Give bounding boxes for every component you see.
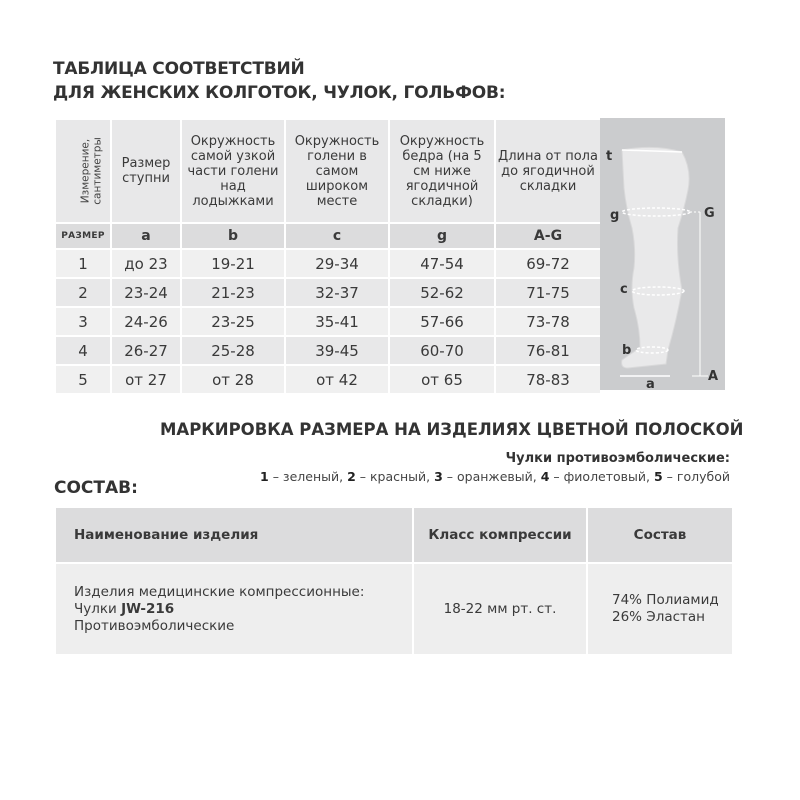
label-c: c [620, 282, 628, 297]
size-number: 3 [55, 307, 111, 336]
marking-title: МАРКИРОВКА РАЗМЕРА НА ИЗДЕЛИЯХ ЦВЕТНОЙ ПОЛОСКОЙ [160, 420, 744, 439]
header-material: Состав [587, 507, 733, 563]
table-cell: 78-83 [495, 365, 601, 394]
composition-header-row [55, 507, 733, 563]
table-cell: 73-78 [495, 307, 601, 336]
header-product-name: Наименование изделия [55, 507, 413, 563]
table-cell: 39-45 [285, 336, 389, 365]
table-cell: 71-75 [495, 278, 601, 307]
table-cell: 19-21 [181, 249, 285, 278]
table-cell: 32-37 [285, 278, 389, 307]
table-cell: от 65 [389, 365, 495, 394]
label-b: b [622, 343, 632, 358]
table-cell: 60-70 [389, 336, 495, 365]
table-cell: от 28 [181, 365, 285, 394]
header-ankle-girth: Окружность самой узкой части голени над лодыжками [181, 119, 285, 223]
label-A: A [708, 369, 719, 384]
size-label: РАЗМЕР [55, 223, 111, 249]
product-model: JW-216 [121, 600, 175, 617]
table-row [55, 307, 601, 336]
table-row [55, 249, 601, 278]
marking-color-list: 1 – зеленый, 2 – красный, 3 – оранжевый, 4 – фиолетовый, 5 – голубой [260, 469, 730, 484]
label-t: t [606, 149, 613, 164]
table-cell: 47-54 [389, 249, 495, 278]
label-g: g [610, 208, 620, 223]
leg-shape [622, 147, 690, 368]
code-g: g [389, 223, 495, 249]
table-cell: 21-23 [181, 278, 285, 307]
marking-subtitle: Чулки противоэмболические: [505, 451, 730, 466]
size-table [54, 118, 602, 395]
corner-label: Измерение, сантиметры [79, 136, 104, 205]
table-cell: 52-62 [389, 278, 495, 307]
table-cell: 26-27 [111, 336, 181, 365]
table-row [55, 336, 601, 365]
code-c: c [285, 223, 389, 249]
page-title-line1: ТАБЛИЦА СООТВЕТСТВИЙ [53, 59, 305, 79]
table-cell: до 23 [111, 249, 181, 278]
size-number: 2 [55, 278, 111, 307]
corner-label-cell [55, 119, 111, 223]
composition-row [55, 563, 733, 655]
leg-diagram [600, 118, 725, 390]
code-a: a [111, 223, 181, 249]
table-row [55, 365, 601, 394]
leg-illustration [600, 118, 725, 390]
label-a: a [646, 377, 655, 390]
table-cell: 35-41 [285, 307, 389, 336]
size-number: 4 [55, 336, 111, 365]
table-cell: 23-24 [111, 278, 181, 307]
table-cell: 24-26 [111, 307, 181, 336]
size-number: 1 [55, 249, 111, 278]
table-cell: 25-28 [181, 336, 285, 365]
header-compression-class: Класс компрессии [413, 507, 587, 563]
table-cell: 57-66 [389, 307, 495, 336]
code-ag: A-G [495, 223, 601, 249]
composition-title: СОСТАВ: [54, 478, 138, 498]
table-cell: 69-72 [495, 249, 601, 278]
material-cell: 74% Полиамид 26% Эластан [587, 563, 733, 655]
size-number: 5 [55, 365, 111, 394]
table-cell: 23-25 [181, 307, 285, 336]
table-cell: 76-81 [495, 336, 601, 365]
page-title-line2: ДЛЯ ЖЕНСКИХ КОЛГОТОК, ЧУЛОК, ГОЛЬФОВ: [53, 83, 506, 103]
size-table-code-row [55, 223, 601, 249]
table-cell: 29-34 [285, 249, 389, 278]
label-G: G [704, 206, 715, 221]
header-length: Длина от пола до ягодичной складки [495, 119, 601, 223]
code-b: b [181, 223, 285, 249]
table-cell: от 42 [285, 365, 389, 394]
header-thigh-girth: Окружность бедра (на 5 см ниже ягодичной складки) [389, 119, 495, 223]
table-cell: от 27 [111, 365, 181, 394]
page-title [53, 57, 505, 105]
compression-class-cell: 18-22 мм рт. ст. [413, 563, 587, 655]
header-foot-size: Размер ступни [111, 119, 181, 223]
header-calf-girth: Окружность голени в самом широком месте [285, 119, 389, 223]
size-table-header-row [55, 119, 601, 223]
composition-table [54, 506, 734, 656]
product-name-cell: Изделия медицинские компрессионные: Чулки JW-216 Противоэмболические [55, 563, 413, 655]
table-row [55, 278, 601, 307]
